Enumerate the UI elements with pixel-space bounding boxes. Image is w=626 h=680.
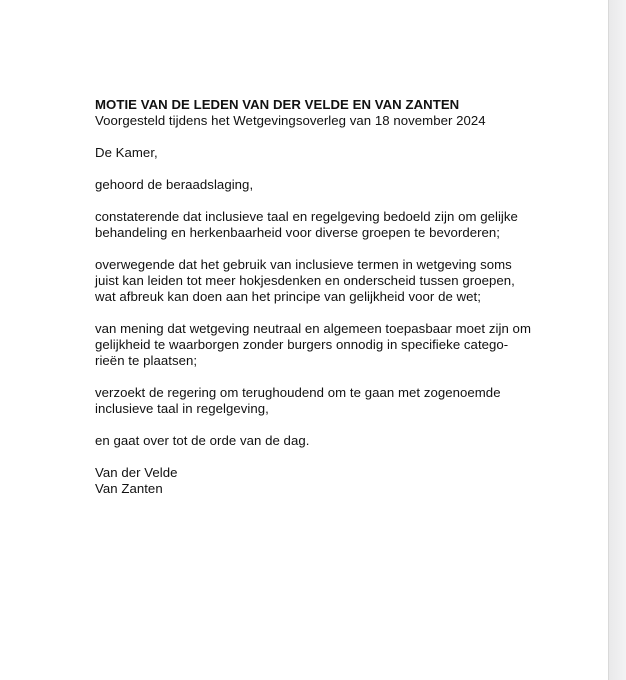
motion-text [95,97,595,497]
request-clause [95,385,595,417]
request-line: verzoekt de regering om terughoudend om te gaan met zogenoemde [95,385,501,400]
opinion-line: rieën te plaatsen; [95,353,198,368]
weighing-clause [95,257,595,305]
closing-clause: en gaat over tot de orde van de dag. [95,433,310,448]
considering-clause [95,209,595,241]
signatory: Van Zanten [95,481,163,496]
opinion-clause [95,321,595,369]
weighing-line: wat afbreuk kan doen aan het principe van gelijkheid voor de wet; [95,289,481,304]
salutation: De Kamer, [95,145,158,160]
heard-clause: gehoord de beraadslaging, [95,177,254,192]
motion-title: MOTIE VAN DE LEDEN VAN DER VELDE EN VAN ZANTEN [95,97,460,112]
opinion-line: gelijkheid te waarborgen zonder burgers onnodig in specifieke catego- [95,337,509,352]
signatory: Van der Velde [95,465,178,480]
viewer-backdrop [609,0,626,680]
weighing-line: juist kan leiden tot meer hokjesdenken en onderscheid tussen groepen, [95,273,515,288]
considering-line: constaterende dat inclusieve taal en regelgeving bedoeld zijn om gelijke [95,209,518,224]
request-line: inclusieve taal in regelgeving, [95,401,269,416]
considering-line: behandeling en herkenbaarheid voor diverse groepen te bevorderen; [95,225,501,240]
opinion-line: van mening dat wetgeving neutraal en algemeen toepasbaar moet zijn om [95,321,531,336]
motion-subtitle: Voorgesteld tijdens het Wetgevingsoverleg van 18 november 2024 [95,113,486,128]
weighing-line: overwegende dat het gebruik van inclusieve termen in wetgeving soms [95,257,512,272]
